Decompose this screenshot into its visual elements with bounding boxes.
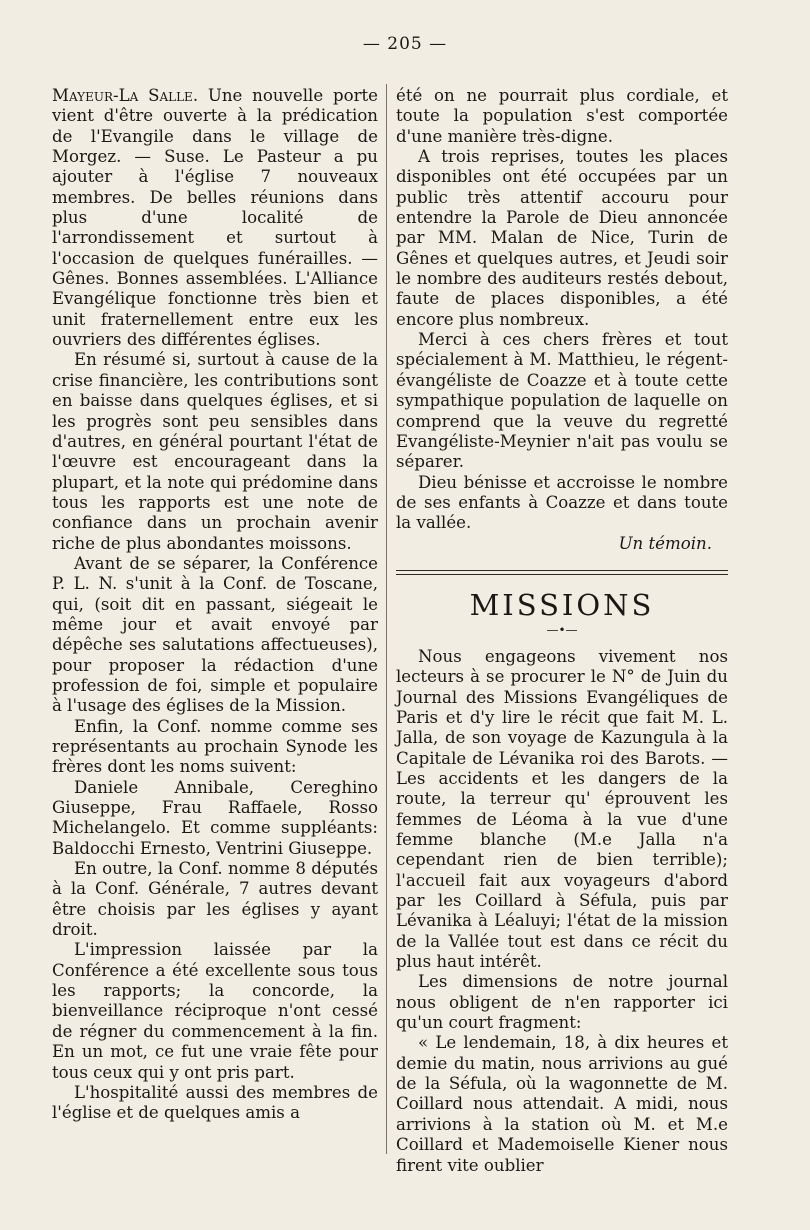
ornament: —•— [546, 622, 578, 637]
paragraph-merci: Merci à ces chers frères et tout spécialement à M. Matthieu, le régent-évangéliste de Coazze et à toute cette sympathique population de laquelle on comprend que la veuve du regretté Evangéliste-Meynier n'ait pas voulu se séparer. [396, 330, 728, 472]
paragraph-mayeur [52, 86, 378, 350]
paragraph-synode: Enfin, la Conf. nomme comme ses représentants au prochain Synode les frères dont les noms suivent: [52, 716, 378, 777]
page-number: — 205 — [362, 34, 448, 54]
rule-line [396, 570, 728, 571]
signature: Un témoin. [618, 533, 712, 553]
section-title: MISSIONS [469, 587, 655, 622]
right-column [396, 86, 728, 1176]
paragraph-deputes: En outre, la Conf. nomme 8 députés à la Conf. Générale, 7 autres devant être choisis par les églises y ayant droit. [52, 859, 378, 940]
section-separator [396, 570, 728, 575]
left-column [52, 86, 378, 1124]
paragraph-dimensions: Les dimensions de notre journal nous obligent de n'en rapporter ici qu'un court fragment: [396, 972, 728, 1033]
paragraph-impression: L'impression laissée par la Conférence a été excellente sous tous les rapports; la concorde, la bienveillance réciproque n'ont cessé de régner du commencement à la fin. En un mot, ce fut une vraie fête pour tous ceux qui y ont pris part. [52, 940, 378, 1082]
paragraph-cordiale: été on ne pourrait plus cordiale, et toute la population s'est comportée d'une manière très-digne. [396, 86, 728, 146]
paragraph-names: Daniele Annibale, Cereghino Giuseppe, Frau Raffaele, Rosso Michelangelo. Et comme suppléants: Baldocchi Ernesto, Ventrini Giuseppe. [52, 777, 378, 858]
paragraph-reprises: A trois reprises, toutes les places disponibles ont été occupées par un public très attentif accouru pour entendre la Parole de Dieu annoncée par MM. Malan de Nice, Turin de Gênes et quelques autres, et Jeudi soir le nombre des auditeurs restés debout, faute de places disponibles, a été encore plus nombreux. [396, 147, 728, 329]
paragraph-hospitalite: L'hospitalité aussi des membres de l'église et de quelques amis a [52, 1082, 378, 1123]
rule-line [396, 574, 728, 575]
paragraph-fragment: « Le lendemain, 18, à dix heures et demie du matin, nous arrivions au gué de la Séfula, où la wagonnette de M. Coillard nous attendait. A midi, nous arrivions à la station où M. et M.e Coillard et Mademoiselle Kiener nous firent vite oublier [396, 1033, 728, 1175]
paragraph-missions: Nous engageons vivement nos lecteurs à se procurer le N° de Juin du Journal des Missions Evangéliques de Paris et d'y lire le récit que fait M. L. Jalla, de son voyage de Kazungula à la Capitale de Lévanika roi des Barots. — Les accidents et les dangers de la route, la terreur qu' éprouvent les femmes de Léoma à la vue d'une femme blanche (M.e Jalla n'a cependant rien de bien terrible); l'accueil fait aux voyageurs d'abord par les Coillard à Séfula, puis par Lévanika à Léaluyi; l'état de la mission de la Vallée tout est dans ce récit du plus haut intérêt. [396, 646, 728, 972]
paragraph-conference: Avant de se séparer, la Conférence P. L. N. s'unit à la Conf. de Toscane, qui, (soit dit en passant, siégeait le même jour et avait envoyé par dépêche ses salutations affectueuses), pour proposer la rédaction d'une profession de foi, simple et populaire à l'usage des églises de la Mission. [52, 553, 378, 716]
place-heading: Mayeur-La Salle. [52, 86, 199, 105]
column-divider [386, 84, 387, 1154]
paragraph-text: Une nouvelle porte vient d'être ouverte à la prédication de l'Evangile dans le village de Morgez. — Suse. Le Pasteur a pu ajouter à l'église 7 nouveaux membres. De belles réunions dans plus d'une localité de l'arrondissement et surtout à l'occasion de quelques funérailles. — Gênes. Bonnes assemblées. L'Alliance Evangélique fonctionne très bien et unit fraternellement entre eux les ouvriers des différentes églises. [52, 86, 378, 350]
paragraph-benisse: Dieu bénisse et accroisse le nombre de ses enfants à Coazze et dans toute la vallée. [396, 472, 728, 533]
paragraph-resume: En résumé si, surtout à cause de la crise financière, les contributions sont en baisse dans quelques églises, et si les progrès sont peu sensibles dans d'autres, en général pourtant l'état de l'œuvre est encourageant dans la plupart, et la note qui prédomine dans tous les rapports est une note de confiance dans un prochain avenir riche de plus abondantes moissons. [52, 350, 378, 553]
